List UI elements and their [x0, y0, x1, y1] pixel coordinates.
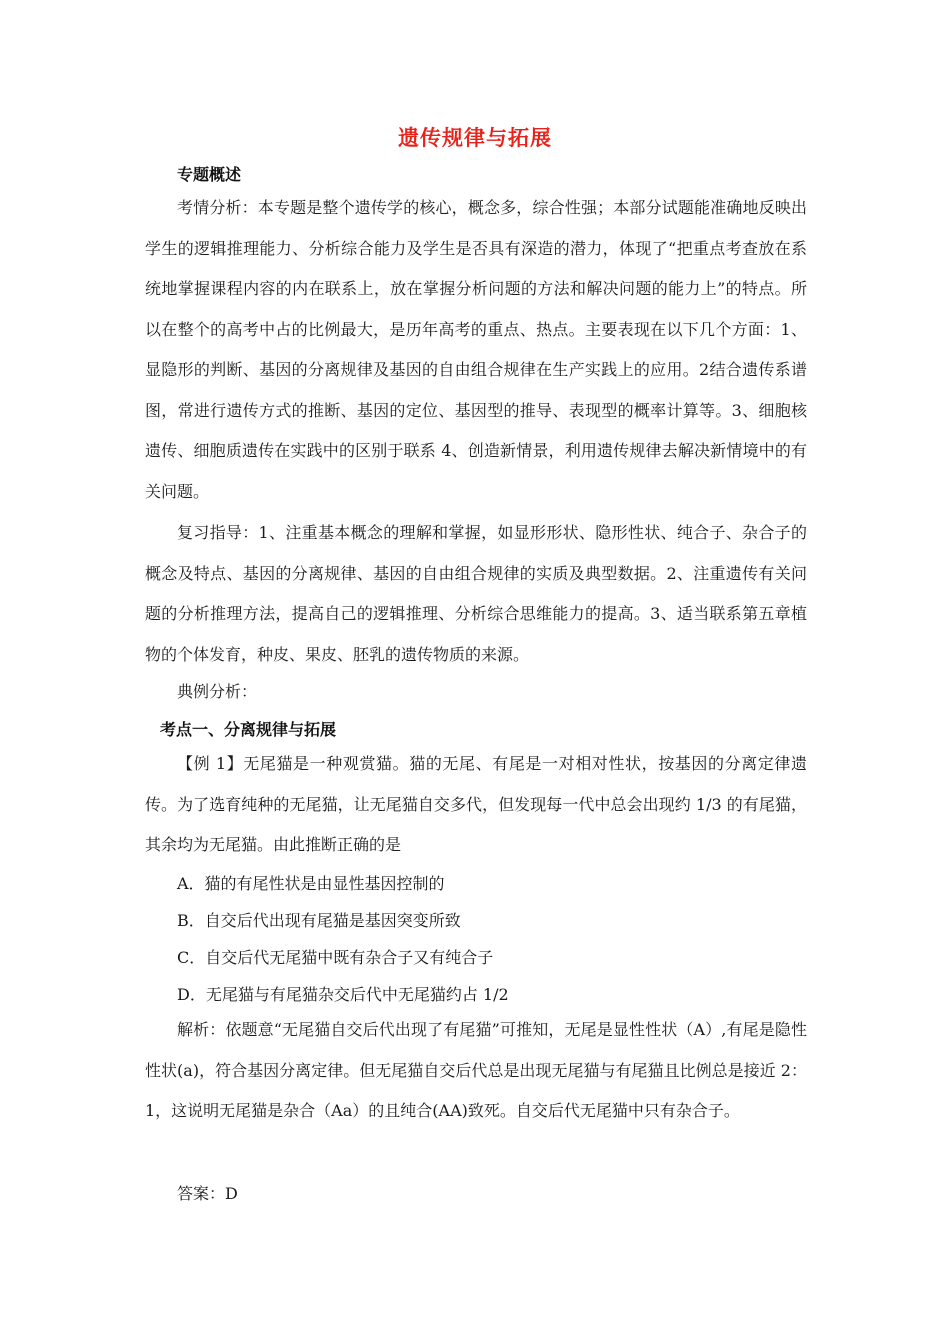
option-a: A．猫的有尾性状是由显性基因控制的 [177, 874, 445, 893]
paragraph-exam-analysis: 考情分析：本专题是整个遗传学的核心，概念多，综合性强；本部分试题能准确地反映出学生的逻辑推理能力、分析综合能力及学生是否具有深造的潜力，体现了“把重点考查放在系统地掌握课程内容的内在联系上，放在掌握分析问题的方法和解决问题的能力上”的特点。所以在整个的高考中占的比例最大，是历年高考的重点、热点。主要表现在以下几个方面：1、显隐形的判断、基因的分离规律及基因的自由组合规律在生产实践上的应用。2结合遗传系谱图，常进行遗传方式的推断、基因的定位、基因型的推导、表现型的概率计算等。3、细胞核遗传、细胞质遗传在实践中的区别于联系 4、创造新情景，利用遗传规律去解决新情境中的有关问题。 [145, 198, 807, 501]
answer-line: 答案：D [177, 1184, 238, 1203]
examples-label: 典例分析： [177, 682, 258, 701]
paragraph-review-guide: 复习指导：1、注重基本概念的理解和掌握，如显形形状、隐形性状、纯合子、杂合子的概念及特点、基因的分离规律、基因的自由组合规律的实质及典型数据。2、注重遗传有关问题的分析推理方法，提高自己的逻辑推理、分析综合思维能力的提高。3、适当联系第五章植物的个体发育，种皮、果皮、胚乳的遗传物质的来源。 [145, 523, 807, 664]
example-one-question: 【例 1】无尾猫是一种观赏猫。猫的无尾、有尾是一对相对性状，按基因的分离定律遗传。为了选育纯种的无尾猫，让无尾猫自交多代，但发现每一代中总会出现约 1/3 的有尾猫，其余均为无尾猫。由此推断正确的是 [145, 754, 807, 854]
option-c: C．自交后代无尾猫中既有杂合子又有纯合子 [177, 948, 494, 967]
explanation-paragraph: 解析：依题意“无尾猫自交后代出现了有尾猫”可推知，无尾是显性性状（A）,有尾是隐性性状(a)，符合基因分离定律。但无尾猫自交后代总是出现无尾猫与有尾猫且比例总是接近 2：1，这说明无尾猫是杂合（Aa）的且纯合(AA)致死。自交后代无尾猫中只有杂合子。 [145, 1020, 807, 1120]
section-heading-overview: 专题概述 [177, 165, 242, 184]
option-b: B．自交后代出现有尾猫是基因突变所致 [177, 911, 461, 930]
section-heading-point-one: 考点一、分离规律与拓展 [160, 720, 337, 739]
option-d: D．无尾猫与有尾猫杂交后代中无尾猫约占 1/2 [177, 985, 509, 1004]
page-title: 遗传规律与拓展 [398, 125, 552, 150]
